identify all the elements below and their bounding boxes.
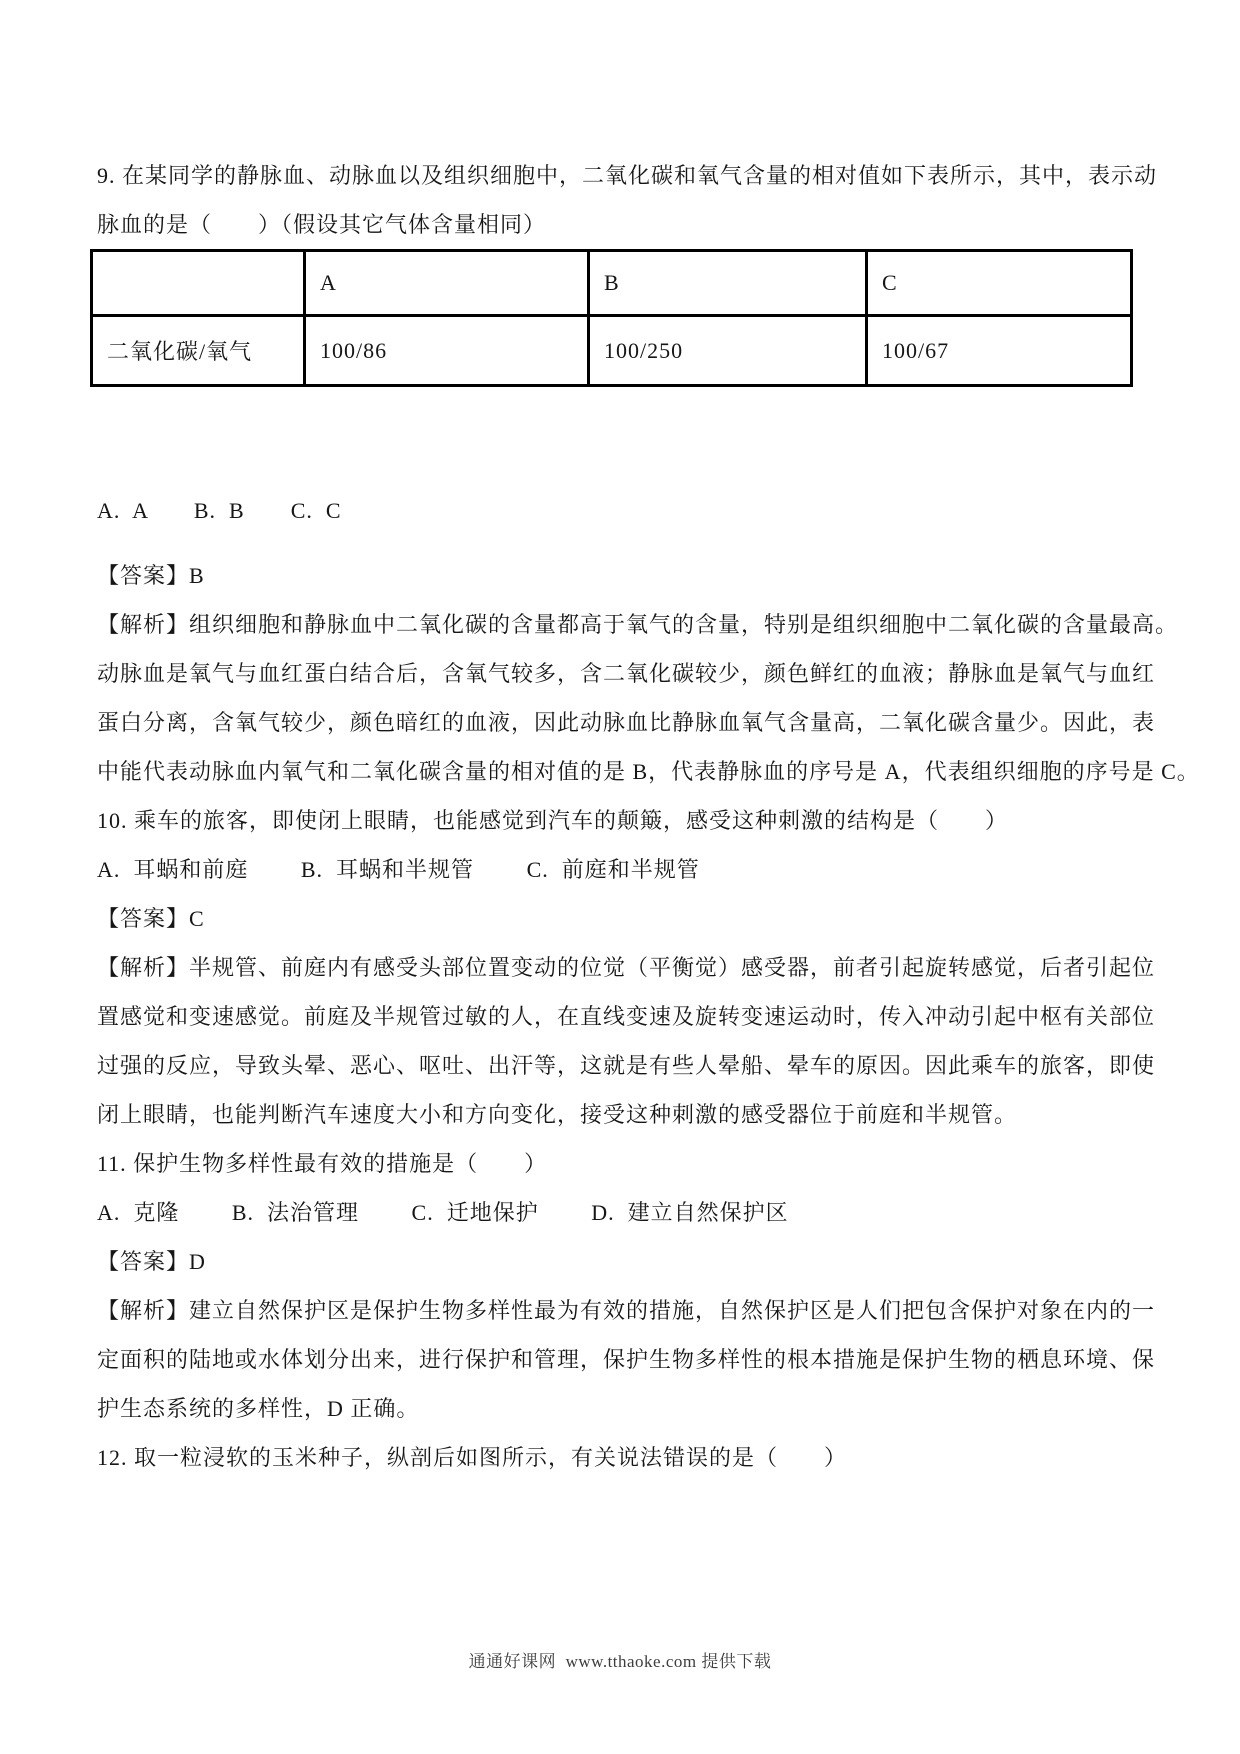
- question-9-stem-line: 脉血的是（ ）（假设其它气体含量相同）: [97, 212, 547, 237]
- table-header-cell: A: [305, 251, 589, 316]
- question-9-answer: 【答案】B: [97, 563, 205, 588]
- question-10-analysis-line: 过强的反应，导致头晕、恶心、呕吐、出汗等，这就是有些人晕船、晕车的原因。因此乘车的旅客，即使: [97, 1053, 1156, 1078]
- question-11-analysis-line: 【解析】建立自然保护区是保护生物多样性最为有效的措施，自然保护区是人们把包含保护对象在内的一: [97, 1298, 1156, 1323]
- table-cell: 100/86: [305, 316, 589, 386]
- question-10-stem-line: 10. 乘车的旅客，即使闭上眼睛，也能感觉到汽车的颠簸，感受这种刺激的结构是（ ）: [97, 808, 1009, 833]
- question-10-answer: 【答案】C: [97, 906, 205, 931]
- vertical-gap: [97, 387, 1143, 486]
- table-cell: 100/67: [867, 316, 1132, 386]
- question-12-stem-line: 12. 取一粒浸软的玉米种子，纵剖后如图所示，有关说法错误的是（ ）: [97, 1445, 848, 1470]
- question-10-analysis-line: 闭上眼睛，也能判断汽车速度大小和方向变化，接受这种刺激的感受器位于前庭和半规管。: [97, 1102, 1018, 1127]
- table-cell: 100/250: [589, 316, 867, 386]
- question-9-analysis-line: 【解析】组织细胞和静脉血中二氧化碳的含量都高于氧气的含量，特别是组织细胞中二氧化碳的含量最高。: [97, 612, 1179, 637]
- table-header-cell: [92, 251, 305, 316]
- question-10-analysis-line: 【解析】半规管、前庭内有感受头部位置变动的位觉（平衡觉）感受器，前者引起旋转感觉，后者引起位: [97, 955, 1156, 980]
- question-9-stem-line: 9. 在某同学的静脉血、动脉血以及组织细胞中，二氧化碳和氧气含量的相对值如下表所示，其中，表示动: [97, 163, 1158, 188]
- question-9-data-table: [90, 249, 1133, 387]
- question-10-analysis-line: 置感觉和变速感觉。前庭及半规管过敏的人，在直线变速及旋转变速运动时，传入冲动引起中枢有关部位: [97, 1004, 1156, 1029]
- question-11-options: A. 克隆 B. 法治管理 C. 迁地保护 D. 建立自然保护区: [97, 1200, 789, 1225]
- table-row: [92, 316, 1132, 386]
- question-11-analysis-line: 定面积的陆地或水体划分出来，进行保护和管理，保护生物多样性的根本措施是保护生物的栖息环境、保: [97, 1347, 1156, 1372]
- footer-text: 通通好课网 www.tthaoke.com 提供下载: [468, 1652, 772, 1671]
- table-header-cell: B: [589, 251, 867, 316]
- question-10-options: A. 耳蜗和前庭 B. 耳蜗和半规管 C. 前庭和半规管: [97, 857, 700, 882]
- vertical-gap: [97, 535, 1143, 551]
- question-9-options: A. A B. B C. C: [97, 498, 342, 523]
- question-9-analysis-line: 中能代表动脉血内氧气和二氧化碳含量的相对值的是 B，代表静脉血的序号是 A，代表组织细胞的序号是 C。: [97, 759, 1200, 784]
- question-9-analysis-line: 动脉血是氧气与血红蛋白结合后，含氧气较多，含二氧化碳较少，颜色鲜红的血液；静脉血是氧气与血红: [97, 661, 1156, 686]
- table-header-cell: C: [867, 251, 1132, 316]
- question-11-stem-line: 11. 保护生物多样性最有效的措施是（ ）: [97, 1151, 548, 1176]
- table-row-label: 二氧化碳/氧气: [92, 316, 305, 386]
- question-11-answer: 【答案】D: [97, 1249, 206, 1274]
- question-9-analysis-line: 蛋白分离，含氧气较少，颜色暗红的血液，因此动脉血比静脉血氧气含量高，二氧化碳含量少。因此，表: [97, 710, 1156, 735]
- table-header-row: [92, 251, 1132, 316]
- document-body: [97, 151, 1200, 1482]
- question-11-analysis-line: 护生态系统的多样性，D 正确。: [97, 1396, 420, 1421]
